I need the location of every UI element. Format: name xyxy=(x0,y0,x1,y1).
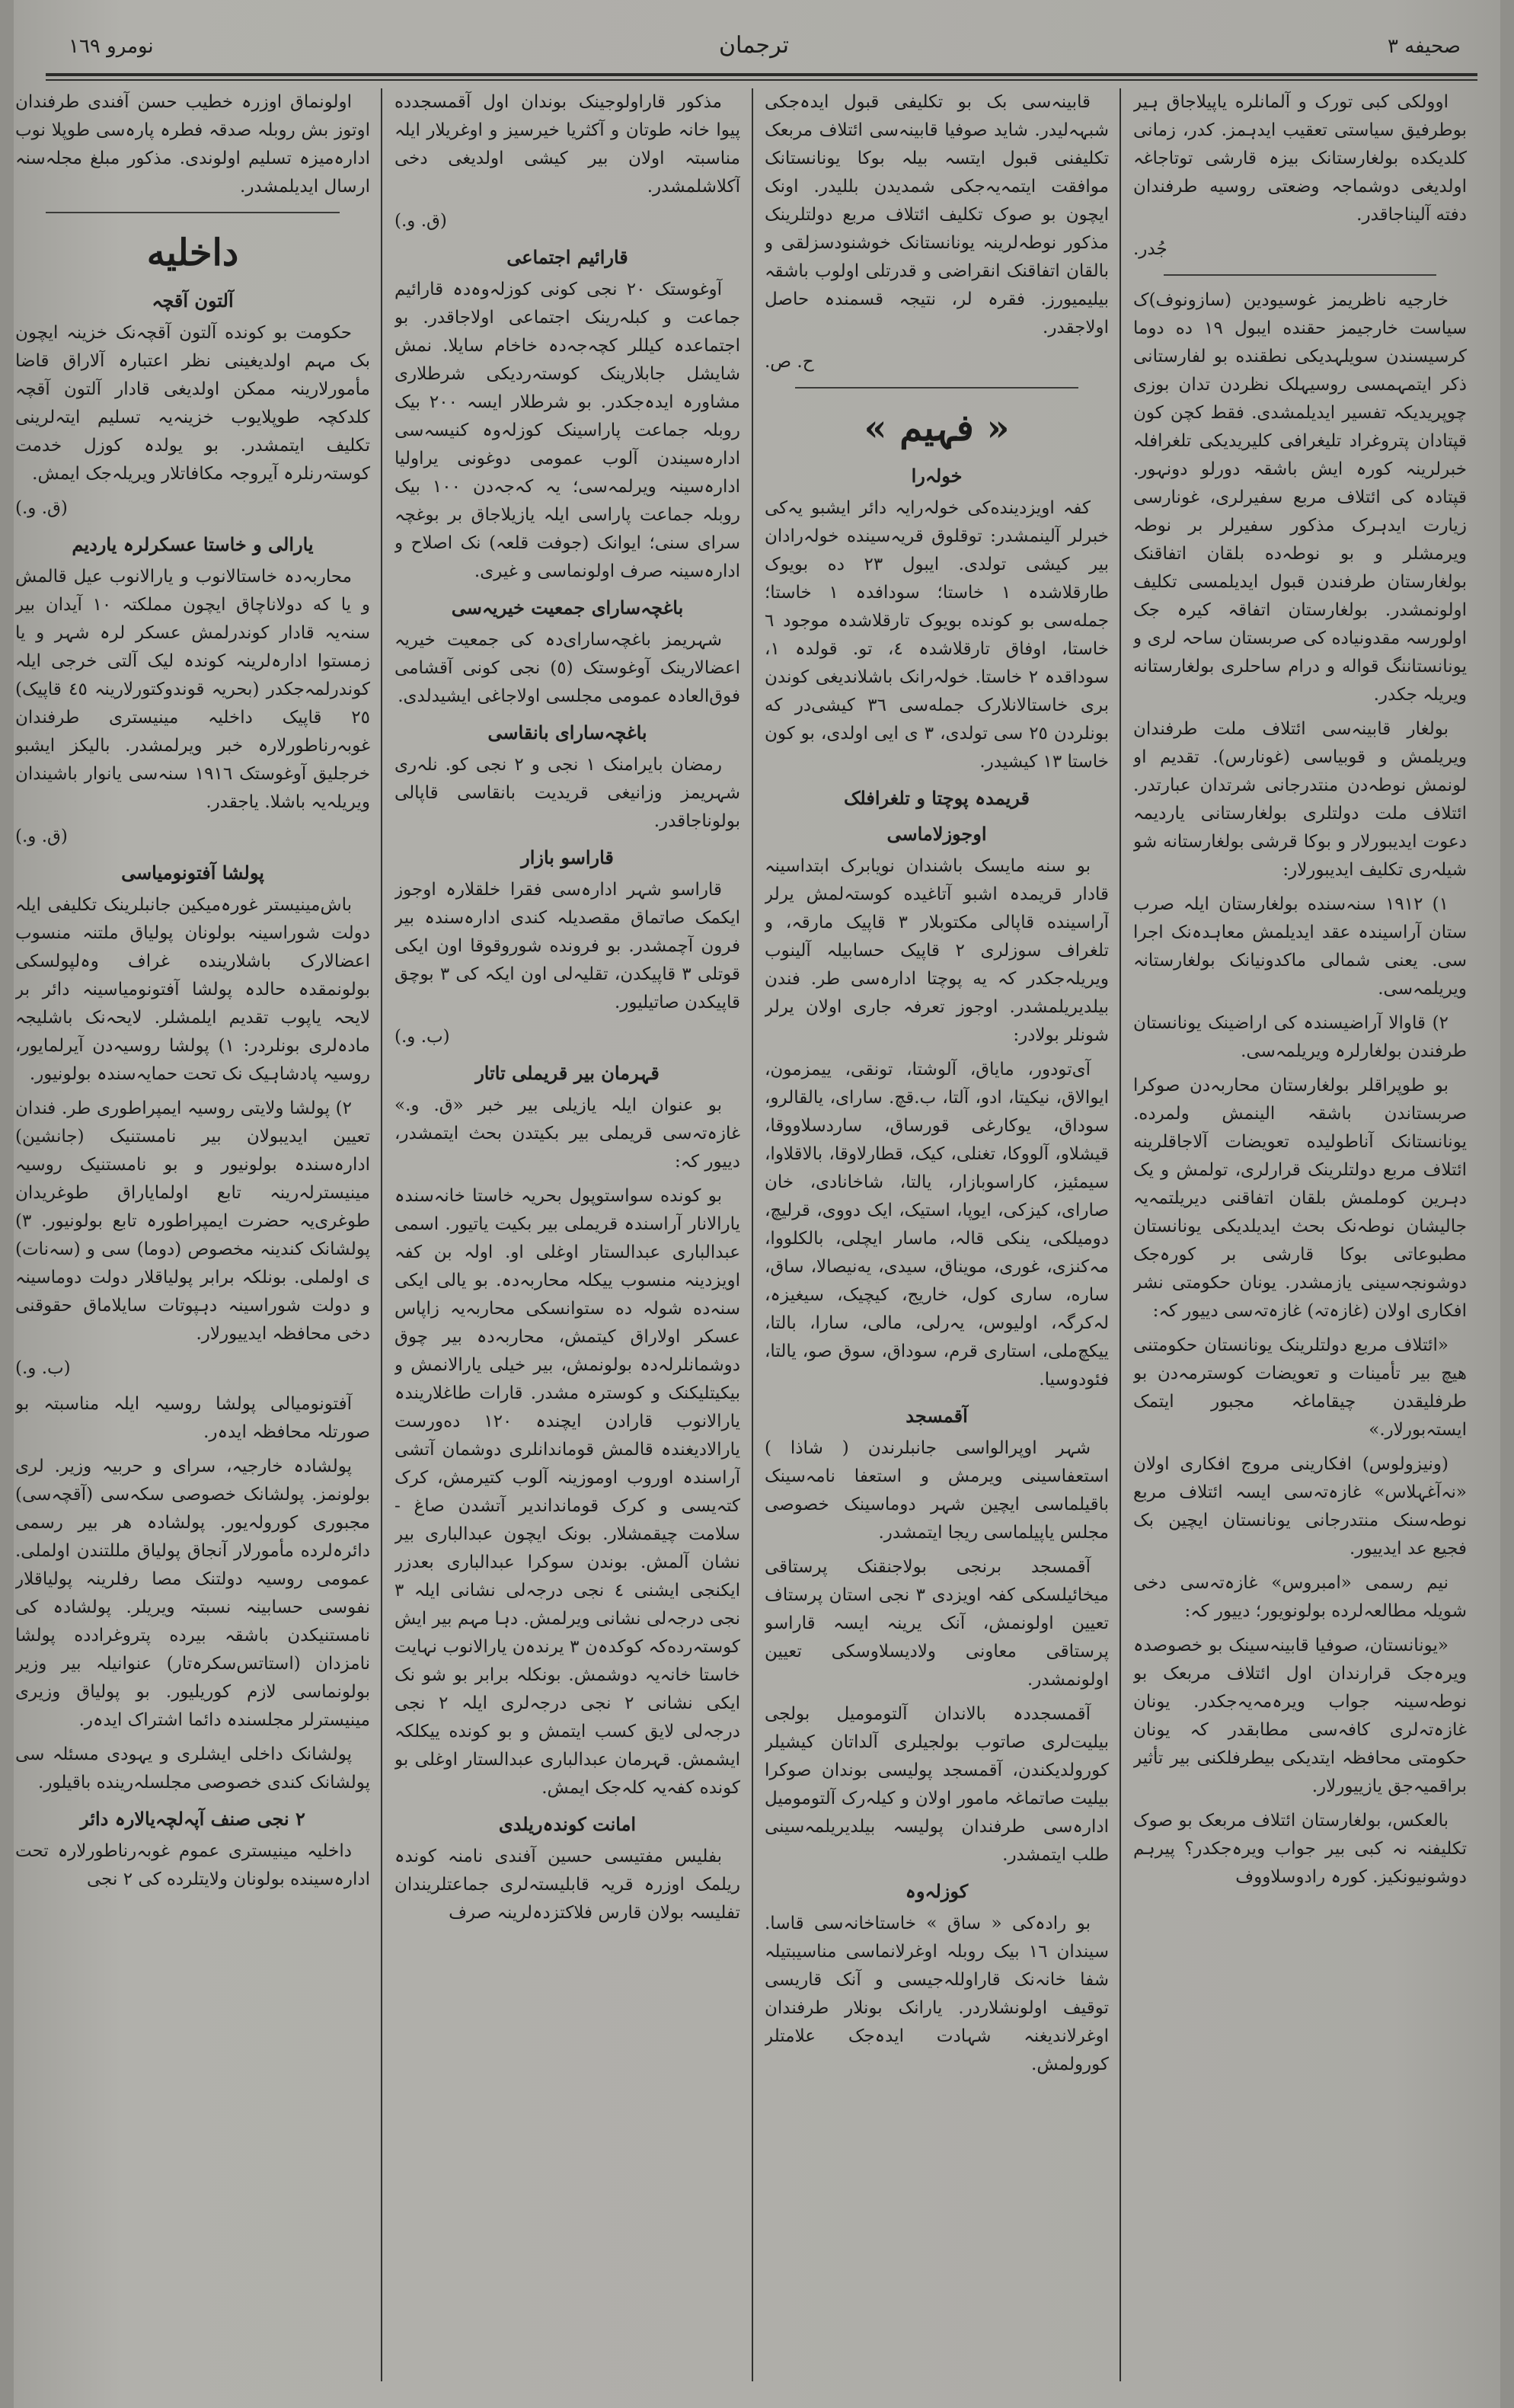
article-heading: آلتون آقچہ xyxy=(152,289,234,312)
article-heading: یارالی و خاستا عسکرلرہ یاردیم xyxy=(72,533,314,555)
page-number: صحيفه ٣ xyxy=(1387,35,1461,58)
article-heading: قہرمان بیر قریملی تاتار xyxy=(475,1062,660,1084)
newspaper-title: ترجمان xyxy=(719,32,789,59)
paragraph: خارجیه ناظریمز غوسیودین (سازونوف)ک سیاست خارجیمز حقنده ایبول ١٩ ده دوما کرسیسندن سویلہدیکی نطقنده بو لفارستانی ذکر ایتمہمسی روسیہلک نظردن تدان بوزی چوپریدیکہ تفسیر ایدیلمشدی. فقط کچن کون قپتادان پتروغراد تلیغرافی کلیریدیکی تلغرافلہ خبرلرینہ کورہ ایش باشقہ دورلو دونہور. قپتادہ کی ائتلاف مربع سفیرلری، غونارسی زیارت ایدہرک مذکور سفیرلر بر نوطہ ویرمشلر و بو نوطہ‌ده بلقان اتفاقنک بولغارستان طرفندن قبول ایدیلمسی تکلیف اولونمشدر. بولغارستان اتفاقہ کیرہ جک اولورسہ مقدونیاده کی صربستان ساحہ لری و یونانستاننگ قواله و درام ساحلری بولغارستانه ویریلہ جکدر. xyxy=(1133,290,1467,705)
paragraph: بو عنوان ایلہ یازیلی بیر خبر «ق. و.» غازہ‌تہ‌سی قریملی بیر بکیتدن بحث ایتمشدر، دییور کہ: xyxy=(394,1095,740,1172)
signature: جُدر. xyxy=(1133,239,1167,259)
signature: (ب. و.) xyxy=(394,1027,450,1047)
paragraph: باش‌مینیستر غورہ‌میکین جانبلرینک تکلیفی ایلہ دولت شوراسینہ بولونان پولیاق ملتنہ منسوب اعضالارک باشلارینده غراف وہ‌لپولسکی بولونمقدہ حالدہ پولشا آفتونومیاسینہ دائر بر لایحہ یاپوب تقدیم ایلمشلر. لایحہ‌نک باشلیجہ مادہ‌لری بونلردر: ١) پولشا روسیہ‌دن آیرلمایور، روسیہ پادشاہیک نک تحت حمایہ‌سندہ بولونیور. xyxy=(15,895,370,1084)
article-heading: باغچہ‌سارای جمعیت خیریہ‌سی xyxy=(451,596,684,619)
paragraph: قابینہ‌سی بک بو تکلیفی قبول ایدہ‌جکی شبہہ‌لیدر. شاید صوفیا قابینہ‌سی ائتلاف مربعک تکلیفنی قبول ایتسہ بیلہ بوکا یونانستانک موافقت ایتمہ‌یہ‌جکی شمدیدن بللیدر. اونک ایچون بو صوک تکلیف ائتلاف مربع دولتلرینک مذکور نوطہ‌لرینہ یونانستانک خوشنودسزلقی و بالقان اتفاقنک انقراضی و قدرتلی اولوب باشقہ بیلیمیورز. فقرہ لر، نتیجہ قسمندہ حاصل اولاجقدر. xyxy=(765,92,1109,337)
signature: ح. ص. xyxy=(765,352,814,372)
paragraph: بو کونده سواستوپول بحریہ خاستا خانہ‌سندہ یارالانار آراسندہ قریملی بیر بکیت یاتیور. اسمی عبدالباری عبدالستار اوغلی او. اولہ بن کفہ اویزدینہ منسوب ییکلہ محاربہ‌دہ. بو یالی ایکی سنہ‌ده شولہ ده ستوانسکی محاربہ‌یہ زاپاس عسکر اولاراق کیتمش، محاربہ‌دہ بیر چوق دوشمانلرلہ‌دہ بولونمش، بیر خیلی یارالانمش و بیکیتلیکنک و کوسترہ مشدر. قارات طاغلاریندہ یارالانوب قارادن ایچندہ ١٢٠ ده‌ورست یارالادیغندہ قالمش قوماندانلری دوشمان آتشی آراسندہ اوروب اوموزینہ آلوب کتیرمش، کرک کتہ‌یسی و کرک قومانداندیر آتشدن صاغ - سلامت چیقمشلار. بونک ایچون عبدالباری بیر نشان آلمش. بوندن سوکرا عبدالباری بعد‌زر ایکنجی ایشنی ٤ نجی درجہ‌لی نشانی ایلہ ٣ نجی درجہ‌لی نشانی ویرلمش. دہا مہم بیر ایش کوستہ‌رده‌کہ کوکدہ‌ن ٣ یرندہ‌ن یارالانوب نہایت خاستا خانہ‌یہ دوشمش. بونکلہ برابر بو شو نک ایکی نشانی ٢ نجی درجہ‌لری ایلہ ٢ نجی درجہ‌لی لایق کسب ایتمش و بو کونده ییکلکہ ایشمش. قہرمان عبدالباری عبدالستار اوغلی بو کونده کفہ‌یہ کلہ‌جک ایمش. xyxy=(394,1186,740,1798)
paragraph: ١) ١٩١٢ سنہ‌سنده بولغارستان ایلہ صرب ستان آراسیندہ عقد ایدیلمش معاہدہ‌نک اجرا سی. یعنی شمالی ماکدونیانک بولغارستانہ ویریلمہ‌سی. xyxy=(1133,894,1467,999)
paragraph: بو طوپراقلر بولغارستان محاربہ‌دن صوکرا صربستاندن باشقہ الینمش ولمرده. یونانستانک آناطولیده تعویضات آلاجاقلرینه ائتلاف مربع دولتلرینک قرارلری، تولمش و یک دہرین کوملمش بلقان اتفاقنی دیریلتمہ‌یہ جالیشان نوطہ‌نک بحث ایدیلدیکی یونانستان مطبوعاتی بوکا قارشی بر کورہ‌جک دوشونجہ‌سینی یازمشدر. یونان حکومتی نشر افکاری اولان (غازہ‌تہ) غازہ‌تہ‌سی دییور کہ: xyxy=(1133,1076,1467,1321)
column-2 xyxy=(765,88,1109,2381)
article-heading: قریمدہ پوچتا و تلغرافلک xyxy=(843,787,1030,809)
masthead-rule-thin xyxy=(46,79,1477,81)
paragraph: آقمسجددہ بالاندان آلتومومیل بولجی بیلیت‌لری صاتوب بولجیلری آلداتان کیشیلر کورولدیکندن، آقمسجد پولیسی بوندان صوکرا بیلیت صاتماغہ مامور اولان و کیلہ‌رک آلتومومیل ادارہ‌سی طرفندان پولیسہ بیلدیریلمہ‌سینی طلب ایتمشدر. xyxy=(765,1704,1109,1865)
paragraph: قاراسو شہر ادارہ‌سی فقرا خلقلارہ اوجوز ایکمک صاتماق مقصدیلہ کندی ادارہ‌سندہ بیر فرون آچمشدر. بو فرونده شوروقوقا اون ایکی قوتلی ٣ قاپیکدن، تقلیہ‌لی اون ایکہ کی ٣ بوچق قاپیکدن صاتیلیور. xyxy=(394,880,740,1012)
paragraph: نیم رسمی «امبروس» غازہ‌تہ‌سی دخی شویلہ مطالعہ‌لرده بولونویور؛ دییور کہ: xyxy=(1133,1573,1467,1621)
masthead xyxy=(0,29,1514,69)
article-heading: باغچہ‌سارای بانقاسی xyxy=(487,721,647,744)
paragraph: داخلیہ مینیستری عموم غوبہ‌رناطورلارہ تحت ادارہ‌سینده بولونان ولایتلرده کی ٢ نجی xyxy=(15,1841,370,1889)
signature: (ق. و.) xyxy=(15,498,68,518)
article-heading: خولہ‌را xyxy=(911,465,963,487)
article-heading: ٢ نجی صنف آپہ‌لچہ‌یالارہ دائر xyxy=(80,1808,305,1830)
paragraph: آقمسجد برنجی بولاجنقنک پرستاقی میخائیلسکی کفہ اویزدی ٣ نجی استان پرستاف تعیین اولونمش، آنک یرینہ ایسہ قاراسو پرستاقی معاونی ولادیسلاوسکی تعیین اولونمشدر. xyxy=(765,1557,1109,1690)
article-heading: پولشا آفتونومیاسی xyxy=(121,862,264,884)
paragraph: «یونانستان، صوفیا قابینہ‌سینک بو خصوصدہ ویرہ‌جک قرارندان اول ائتلاف مربعک بو نوطہ‌سینہ جواب ویرہ‌مہ‌یہ‌جکدر. یونان غازہ‌تہ‌لری کافہ‌سی مطابقدر کہ یونان حکومتی محافظہ ایتدیکی بیطرفلکنی بیر تأثیر براقمیہ‌جق یازییورلار. xyxy=(1133,1636,1467,1796)
article-heading: امانت کوندہ‌ریلدی xyxy=(498,1813,637,1835)
signature: (ق. و.) xyxy=(15,827,68,846)
paragraph: بولغار قابینہ‌سی ائتلاف ملت طرفندان ویریلمش و قوبیاسی (غونارس). تقدیم او لونمش نوطہ‌دن منتدرجانی شرتدان عبارتدر. ائتلاف ملت دولتلری بولغارستانی یاردیمہ دعوت ایدیبورلار و بوکا قرشی بولغارستانه شو شیلہ‌ری تکلیف ایدیبورلار: xyxy=(1133,719,1467,880)
paragraph: پولشادہ خارجیہ، سرای و حربیہ وزیر. لری بولونمز. پولشانک خصوصی سکہ‌سی (آقچہ‌سی) مجبوری کورولہ‌یور. پولشادہ هر بیر رسمی دائرہ‌لرده مأمورلار آنجاق پولیاق مللتندن اولملی. عمومی روسیہ دولتنک مصا رفلرینہ پولیاقلار نفوسی حسابینہ نسبتہ ویریلر. پولشادہ کی نامستنیکدن باشقہ بیرده پترو‌غرادده پولشا نامزدان (استاتس‌سکرہ‌تار) عنوانیلہ بیر وزیر بولونماسی لازم کوریلیور. بو پولیاق وزیری مینیسترلر مجلسندہ دائما اشتراک ایدہ‌ر. xyxy=(15,1457,370,1730)
paragraph: ٢) قاوالا آراضیسندہ کی اراضینک یونانستان طرفندن بولغارلرہ ویریلمہ‌سی. xyxy=(1133,1013,1467,1061)
paragraph: بفلیس مفتیسی حسین آفندی نامنہ کوندہ ریلمک اوزرہ قریہ قابلیستہ‌لری جماعتلریندان تفلیسہ بولان قارس فلاکتزدہ‌لرینہ صرف xyxy=(394,1847,740,1923)
column-3 xyxy=(394,88,740,2381)
paragraph: «ائتلاف مربع دولتلرینک یونانستان حکومتنی هیچ بیر تأمینات و تعویضات کوسترمہ‌دن بو طرفلیقدن چیقاماغہ مجبور ایتمک ایستہ‌بورلار.» xyxy=(1133,1335,1467,1440)
paragraph: اوولکی کبی تورک و آلمانلره یاپیلاجاق ہیر بوطرفیق سیاستی تعقیب ایدہمز. کدر، زمانی کلدیکده بولغارستانک بیزہ قارشی توتاجاغہ اولدیغی دوشماجہ وضعتی روسیه طرفندان دفته آلیناجاقدر. xyxy=(1133,92,1467,225)
paragraph: رمضان بایرامنک ١ نجی و ٢ نجی کو. نلہ‌ری شہریمز وزانیغی قریدیت بانقاسی قاپالی بولوناجاقدر. xyxy=(394,755,740,831)
article-heading: اوجوزلاماسی xyxy=(886,823,987,845)
separator xyxy=(795,387,1078,389)
column-divider xyxy=(1120,88,1121,2381)
paragraph: آوغوستک ٢٠ نجی کونی کوزلہ‌وہ‌دہ قارائیم جماعت و کبلہ‌رینک اجتماعی اولاجاقدر. بو اجتماعدہ کیللر کچہ‌جہ‌دہ خاخام سایلا. نمش شایشل جابلارینک کوستہ‌ردیکی شرطلاری مشاورہ ایدہ‌جکدر. بو شرطلار ایسہ ٢٠٠ بیک روبلہ جماعت پاراسینک کوزلہ‌وہ کنیسہ‌سی ادارہ‌سیندن آلوب عمومی دوغونی یراولیا ادارہ‌سینہ ویرلمہ‌سی؛ یہ کہ‌جہ‌دن ١٠٠ بیک روبلہ جماعت پاراسی ایلہ یازیلاجاق بر بوغچہ سرای سنی؛ ایوانک (جوفت قلعہ) نک اصلاح و ادارہ‌سینہ صرف اولونماسی و غیری. xyxy=(394,280,740,581)
column-1 xyxy=(1133,88,1467,2381)
issue-number: نومرو ١٦٩ xyxy=(69,35,154,58)
article-heading: آقمسجد xyxy=(906,1405,968,1427)
column-divider xyxy=(381,88,382,2381)
paragraph: مذکور قاراولوجینک بوندان اول آقمسجدده پیوا خانہ طوتان و آکثریا خیرسیز و اوغریلار ایلہ مناسبتہ اولان بیر کیشی اولدیغی دخی آکلاشلمشدر. xyxy=(394,92,740,197)
article-heading: قارائیم اجتماعی xyxy=(506,246,628,268)
signature: (ب. و.) xyxy=(15,1358,71,1378)
column-divider xyxy=(752,88,753,2381)
separator xyxy=(46,212,340,213)
paragraph: حکومت بو کونده آلتون آقچہ‌نک خزینہ ایچون بک مہم اولدیغینی نظر اعتبارہ آلاراق قاضا مأمورلارینہ ممکن اولدیغی قادار آلتون آقچہ کلدکچہ طوپلایوب خزینہ‌یہ تسلیم ایتہ‌لرینی تکلیف ایتمشدر. بو یولدہ کوزل خدمت کوستہ‌رنلرہ آیروجہ مکافاتلار ویریلہ‌جک ایمش. xyxy=(15,323,370,484)
article-heading: قاراسو بازار xyxy=(521,846,614,868)
paragraph: آفتونومیالی پولشا روسیہ ایلہ مناسبتہ بو صورتلہ محافظہ ایدہ‌ر. xyxy=(15,1394,370,1442)
article-heading: کوزلہ‌وہ xyxy=(905,1880,969,1902)
signature: (ق. و.) xyxy=(394,211,447,231)
paragraph: بالعکس، بولغارستان ائتلاف مربعک بو صوک تکلیفنہ نہ کبی بیر جواب ویرہ‌جکدر؟ پیرہم دوشونیونکیز. کورہ رادوسلاووف xyxy=(1133,1811,1467,1887)
paragraph: آی‌تودور، مایاق، آلوشتا، تونقی، ییمزمون، ایوالاق، نیکیتا، ادو، آلتا، ب.قچ. سارای، یالقالرو، سوداق، یوکارغی قورساق، ساردسلاووقا، قیشلاو، آلووکا، تغنلی، کیک، قطارلاوقا، بالاقلاوا، سیمئیز، کاراسوبازار، یالتا، شاخانادی، خان صارای، کیزکی، ایوپا، استیک، ایک دووی، قرلیچ، دومیلکی، ینکی قالہ، ماسار ایچلی، بالکلووا، مہ‌کنزی، غوری، مویناق، سیدی، یه‌نیصالا، ساق، ساره، ساری کول، خاریج، کیچیک، سیغیزہ، لہ‌کرگہ، اولیوس، یہ‌رلی، مالی، سارا، بالتا، ییکچ‌ملی، استاری قرم، سوداق، سوق صو، یالتا، فئودوسیا. xyxy=(765,1060,1109,1389)
paragraph: محاربہ‌دہ خاستالانوب و یارالانوب عیل قالمش و یا که دولاناچاق ایچون مملکتہ ١٠ آیدان بیر سنہ‌یہ قادار کوندرلمش عسکر لرہ شہر و یا زمستوا ادارہ‌لرینہ کوندہ لیک آلتی خرجی ایلہ کوندرلمہ‌جکدر (بحریہ قوندوکتورلارینہ ٤٥ قاپیک) ٢٥ قاپیک داخلیہ مینیستری طرفندان غوبہ‌رناطورلارہ خبر ویرلمشدر. بالیکز ایشبو خرجلیق آوغوستک ١٩١٦ سنہ‌سی یانوار باشیندان ویریلہ‌یہ باشلا. یاجقدر. xyxy=(15,567,370,812)
section-heading-crimea: « فہیم » xyxy=(864,407,1010,449)
paragraph: کفہ اویزدینده‌کی خولہ‌رایہ دائر ایشبو یہ‌کی خبرلر آلینمشدر: توقلوق قریہ‌سینده خولہ‌رادان بیر کیشی تولدی. ایبول ٢٣ ده بویوک طارقلاشدہ ١ خاستا؛ سودافدہ ١ خاستا؛ جمله‌سی بو کونده بویوک تارقلاشدہ موجود ٦ خاستا، اوفاق تارقلاشدہ ٤، تو. قولدہ ١، سوداقدہ ٢ خاستا. خولہ‌رانک باشلاندیغی کوندن بری خاستالانلارک جمله‌سی ٣٦ کیشی‌در که بونلردن ٢٥ سی تولدی، ٣ ی ایی اولدی، بو کون خاستا ١٣ کیشیدر. xyxy=(765,498,1109,772)
paragraph: ٢) پولشا ولایتی روسیہ ایمپراطوری طر. فندان تعیین ایدیبولان بیر نامستنیک (جانشین) ادارہ‌سندہ بولونیور و بو نامستنیک روسیہ مینیسترلہ‌رینہ تابع اولمایاراق طوغریدان طوغری‌یہ حضرت ایمپراطورہ تابع بولونیور. ٣) پولشانک کندینہ مخصوص (دوما) سی و (سہ‌نات) ی اولملی. بونلکہ برابر پولیاقلار دولت دوماسینہ و دولت شوراسینہ دہپوتات سایلاماق حقوقنی دخی محافظہ ایدییورلار. xyxy=(15,1098,370,1344)
paragraph: بو سنه مایسک باشندان نویابرک ابتداسینہ قادار قریمدہ اشبو آتاغیده کوستہ‌لمش یرلر آراسینده قاپالی مکتوبلار ٣ قاپیک مارقہ، و تلغراف سوزلری ٢ قاپیک حسابیلہ آلینوب ویریلہ‌جکدر کہ یه پوچتا ادارہ‌سی طر. فندن بیلدیریلمشدر. اوجوز تعرفہ جاری اولان یرلر شونلر بولادر: xyxy=(765,856,1109,1045)
paragraph: پولشانک داخلی ایشلری و یہودی مسئلہ سی پولشانک کندی خصوصی مجلسلہ‌رینده باقیلور. xyxy=(15,1744,370,1792)
page-edge-left xyxy=(0,0,14,2408)
column-4 xyxy=(15,88,370,2381)
paragraph: اولونماق اوزرہ خطیب حسن آفندی طرفندان اوتوز بش روبلہ صدقہ فطرہ پارہ‌سی طوپلا نوب ادارہ‌میزہ تسلیم اولوندی. مذکور مبلغ مجلہ‌سنہ ارسال ایدیلمشدر. xyxy=(15,92,370,197)
paragraph: شہریمز باغچہ‌سارای‌دہ کی جمعیت خیریہ اعضالارینک آوغوستک (٥) نجی کونی آقشامی فوق‌العادہ عمومی مجلسی اولاجاغی ایشیدلدی. xyxy=(394,630,740,706)
masthead-rule xyxy=(46,73,1477,76)
paragraph: (ونیزولوس) افکارینی مروج افکاری اولان «نہ‌آغہلاس» غازہ‌تہ‌سی ایسہ ائتلاف مربع نوطہ‌سنک منتدرجانی یونانستان ایچین بک فجیع عد ایدییور. xyxy=(1133,1454,1467,1559)
separator xyxy=(1164,274,1436,276)
paragraph: شہر اوپرالواسی جانبلرندن ( شاذا ) استعفاسینی ویرمش و استعفا نامہ‌سینک باقیلماسی ایچین شہر دوماسینک خصوصی مجلس یاپیلماسی ریجا ایتمشدر. xyxy=(765,1438,1109,1543)
section-heading-domestic: داخلیه xyxy=(146,232,239,274)
paragraph: بو رادہ‌کی « ساق » خاستاخانہ‌سی قاسا. سیندان ١٦ بیک روبلہ اوغرلانماسی مناسیبتیلہ شفا خانہ‌نک قارا‌وللہ‌جیسی و آنک قاریسی توقیف اولونشلاردر. یارانک بونلار طرفندان اوغرلاندیغنہ شہادت ایدہ‌جک علامتلر کورولمش. xyxy=(765,1914,1109,2074)
page-edge-right xyxy=(1500,0,1514,2408)
